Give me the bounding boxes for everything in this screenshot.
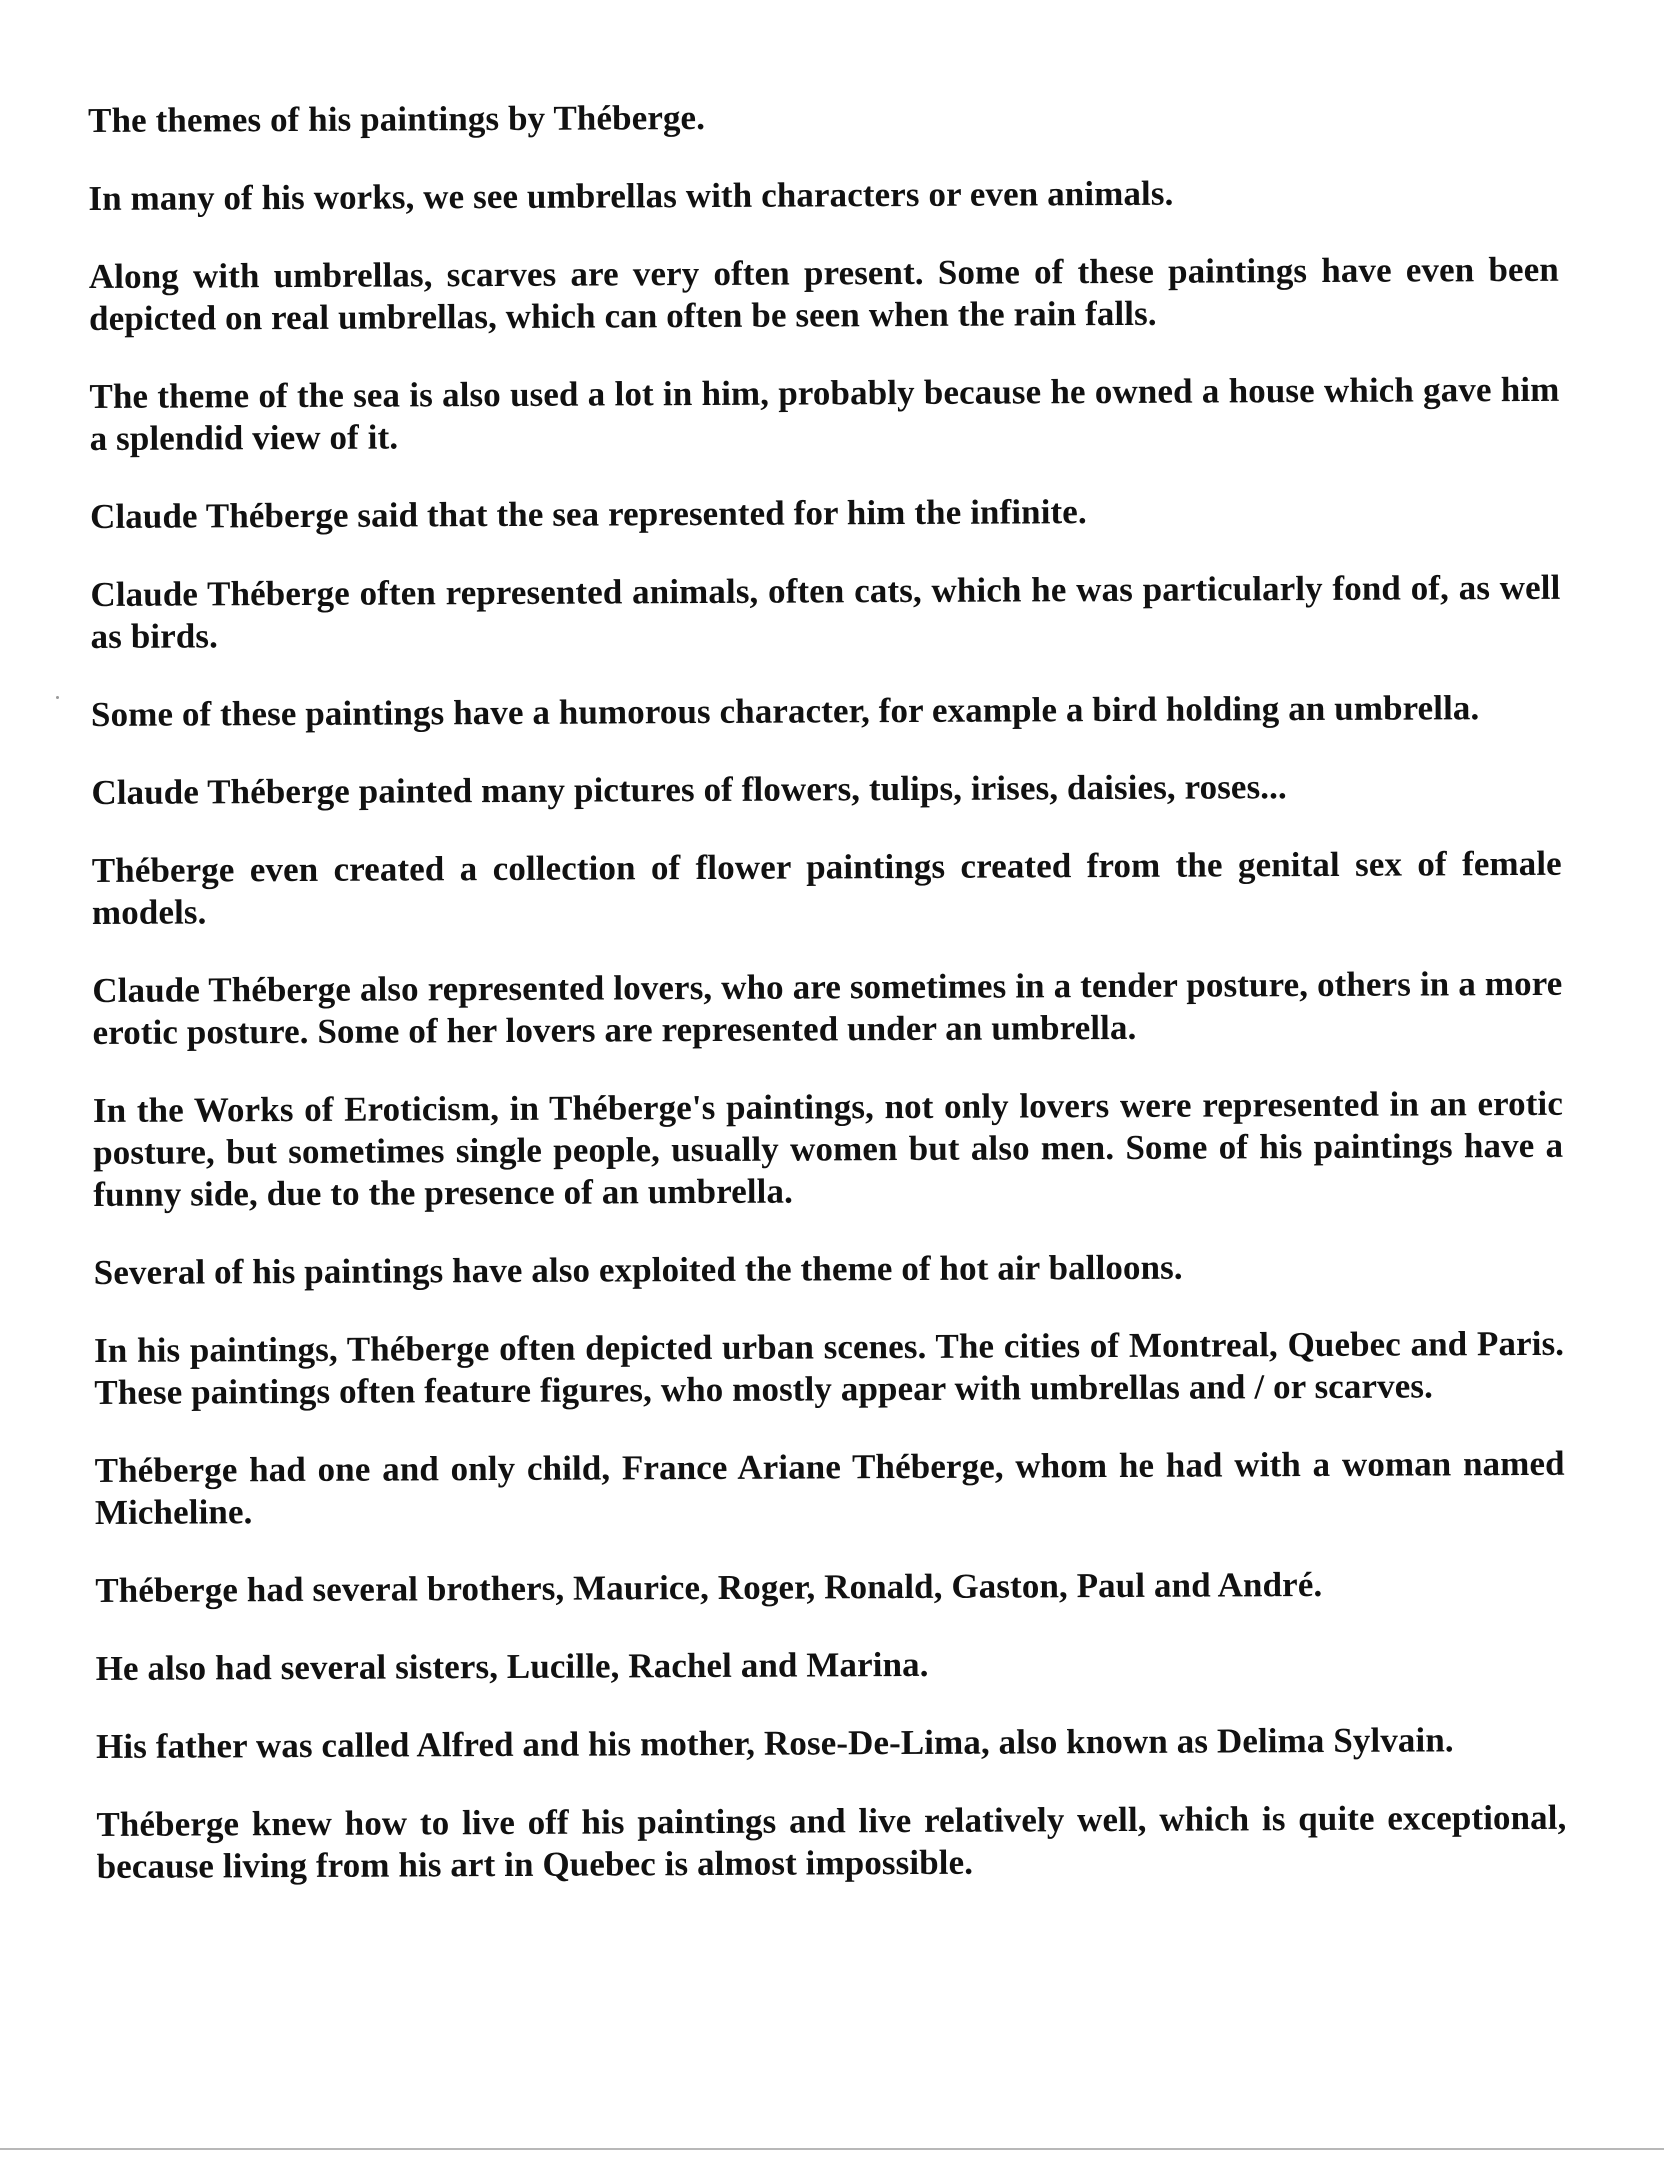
paragraph-animals: Claude Théberge often represented animals, often cats, which he was particularly fond of, as well as birds. [90,567,1561,656]
paragraph-sisters: He also had several sisters, Lucille, Rachel and Marina. [95,1644,929,1688]
paragraph-flower-collection: Théberge even created a collection of flower paintings created from the genital sex of female models. [91,843,1562,932]
paragraph-urban-scenes: In his paintings, Théberge often depicted urban scenes. The cities of Montreal, Quebec and Paris. These paintings often feature figures, who mostly appear with umbrellas and / or scarves. [94,1323,1565,1412]
paragraph-sea-theme: The theme of the sea is also used a lot in him, probably because he owned a house which gave him a splendid view of it. [89,369,1560,458]
paragraph-scarves: Along with umbrellas, scarves are very often present. Some of these paintings have even been depicted on real umbrellas, which can often be seen when the rain falls. [88,249,1559,338]
paragraph-parents: His father was called Alfred and his mother, Rose-De-Lima, also known as Delima Sylvain. [95,1720,1454,1766]
paragraph-child: Théberge had one and only child, France Ariane Théberge, whom he had with a woman named Micheline. [94,1443,1565,1532]
paragraph-eroticism: In the Works of Eroticism, in Théberge's paintings, not only lovers were represented in an erotic posture, but sometimes single people, usually women but also men. Some of his paintings have a funny side, due to the presence of an umbrella. [92,1083,1564,1214]
paragraph-brothers: Théberge had several brothers, Maurice, Roger, Ronald, Gaston, Paul and André. [95,1564,1323,1610]
paragraph-sea-infinite: Claude Théberge said that the sea represented for him the infinite. [89,492,1087,536]
paragraph-title: The themes of his paintings by Théberge. [88,97,706,140]
paragraph-living: Théberge knew how to live off his paintings and live relatively well, which is quite exceptional, because living from his art in Quebec is almost impossible. [96,1797,1567,1886]
scan-speck [56,696,59,699]
paragraph-humor: Some of these paintings have a humorous character, for example a bird holding an umbrella. [90,688,1480,734]
document-body [88,93,1567,1924]
scan-edge-line [0,2148,1664,2150]
paragraph-umbrellas: In many of his works, we see umbrellas with characters or even animals. [88,173,1174,218]
paragraph-balloons: Several of his paintings have also exploited the theme of hot air balloons. [93,1247,1183,1292]
paragraph-flowers: Claude Théberge painted many pictures of flowers, tulips, irises, daisies, roses... [91,767,1287,812]
paragraph-lovers: Claude Théberge also represented lovers, who are sometimes in a tender posture, others in a more erotic posture. Some of her lovers are represented under an umbrella. [92,963,1563,1052]
